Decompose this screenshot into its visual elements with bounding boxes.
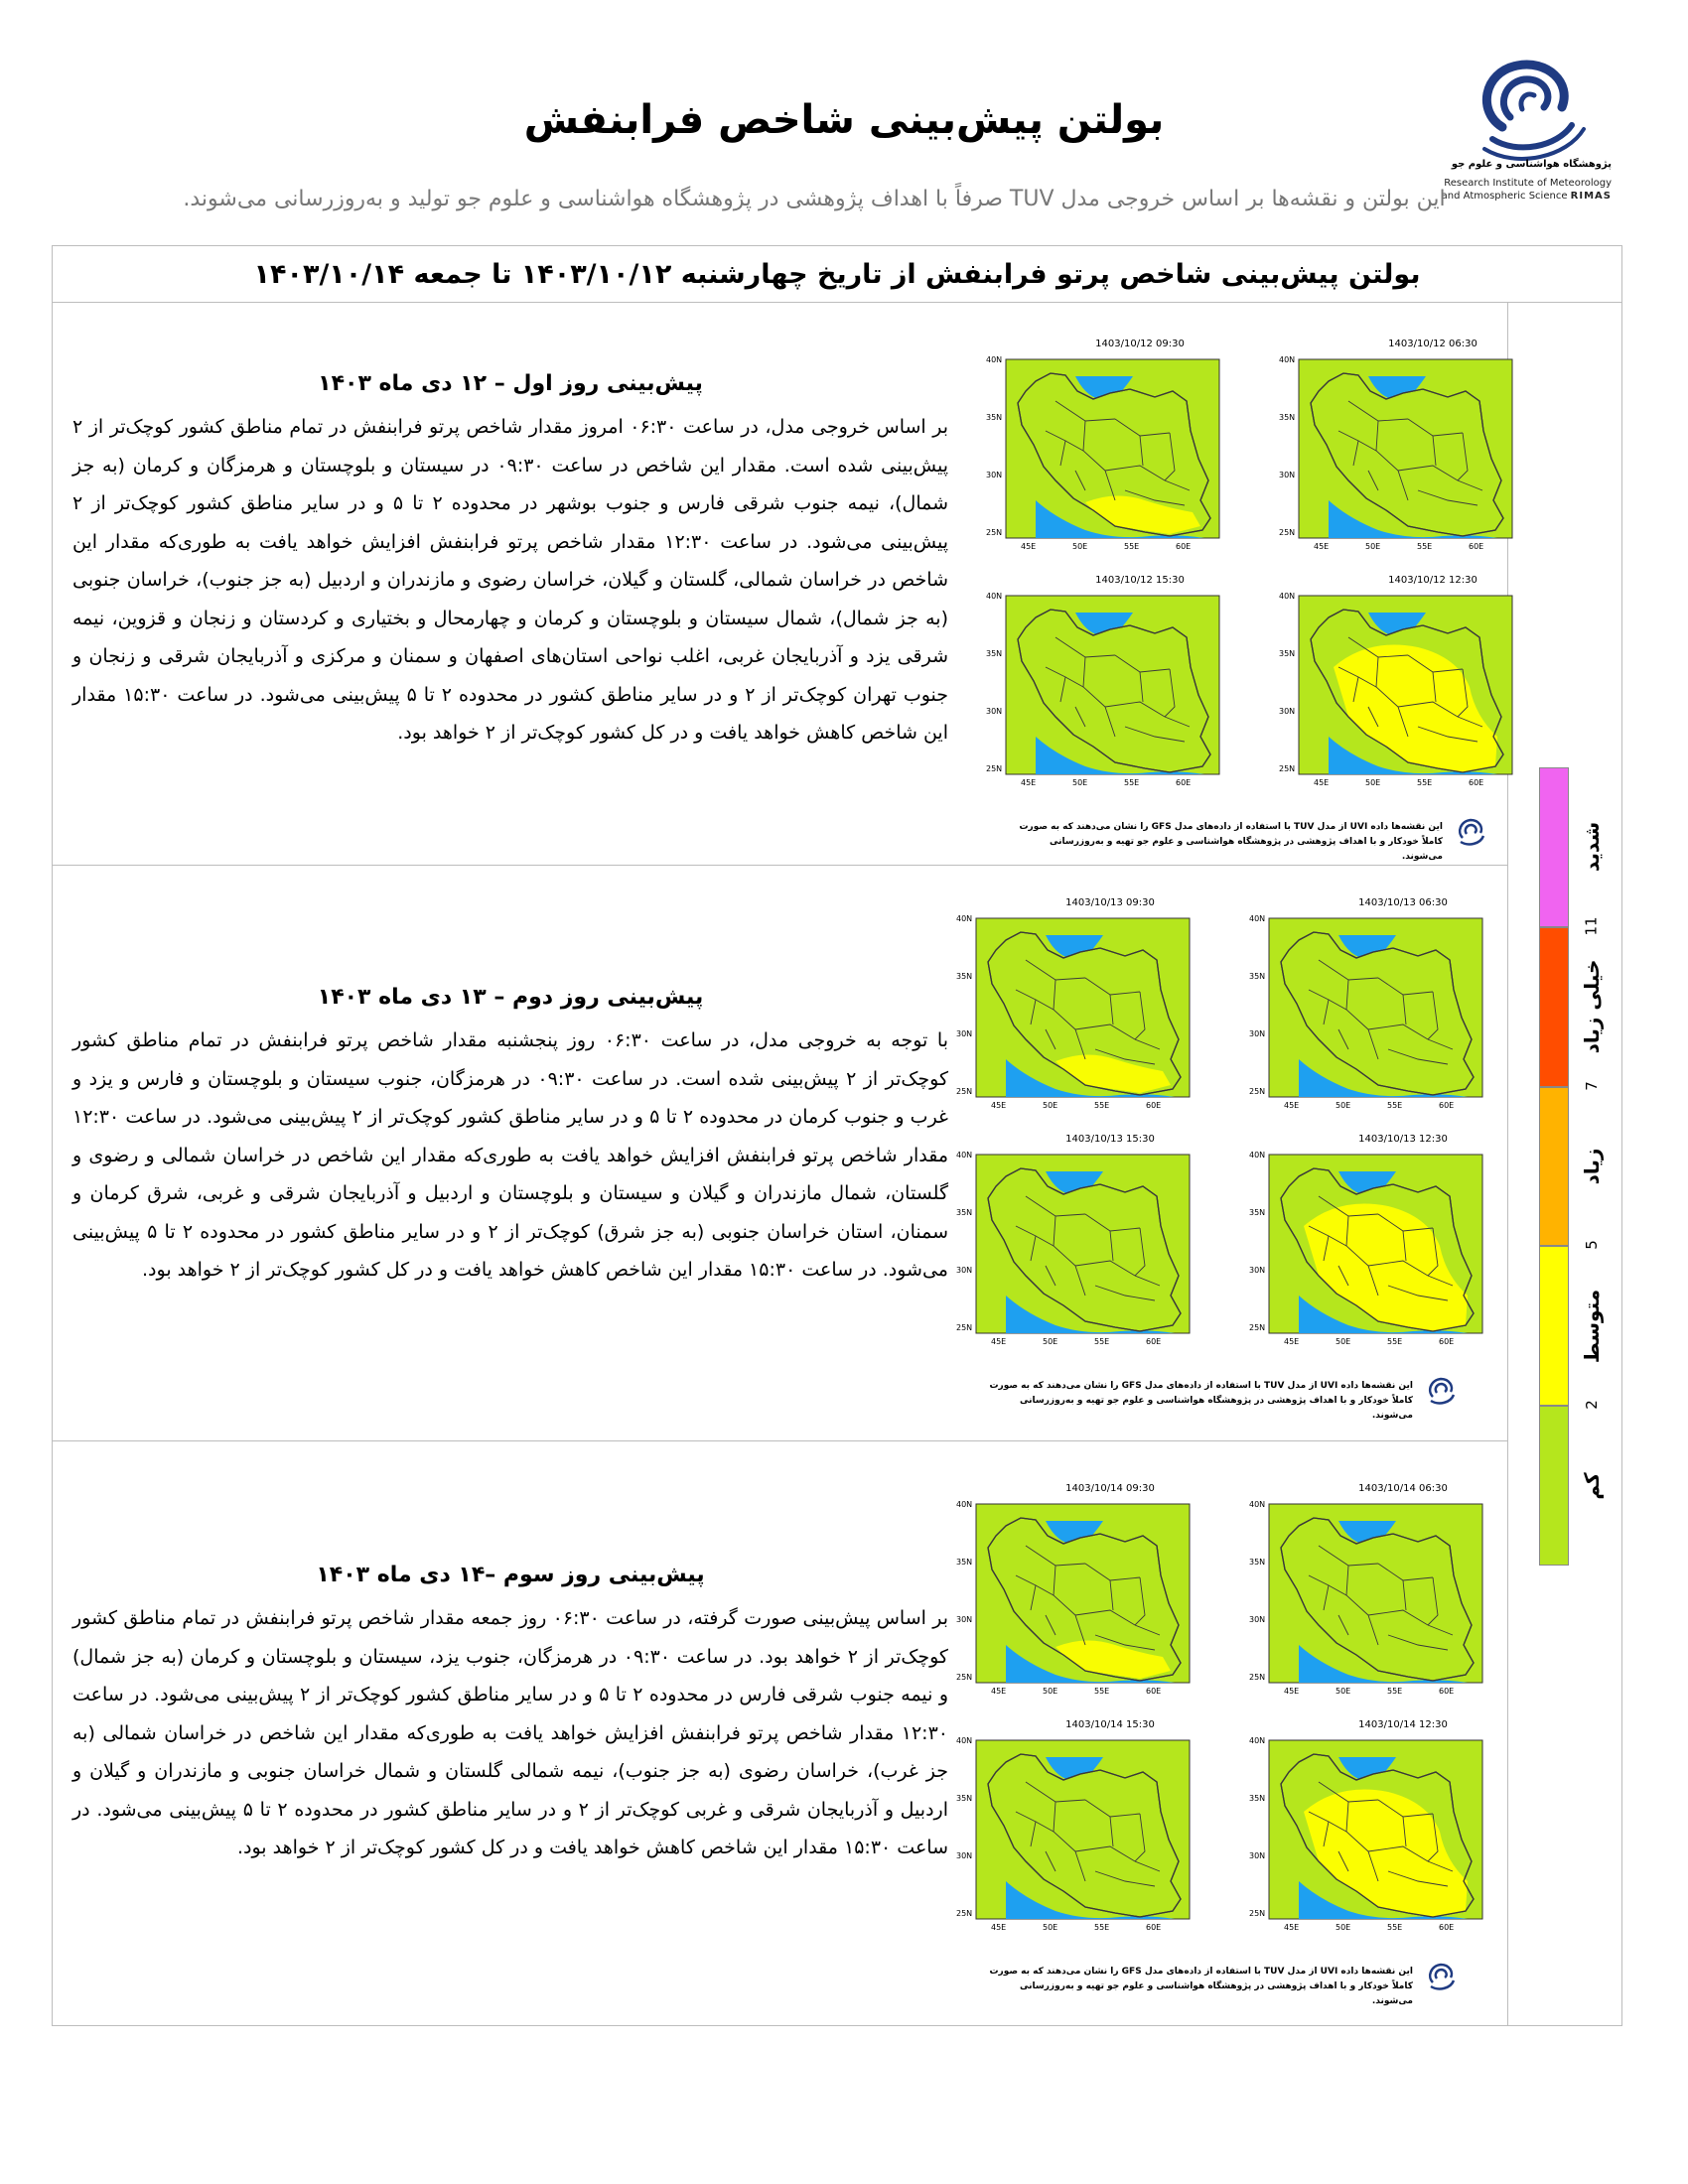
lon-tick-label: 60E xyxy=(1146,1337,1162,1346)
lon-tick-label: 50E xyxy=(1043,1687,1058,1696)
legend-band xyxy=(1539,767,1569,927)
lat-tick-label: 35N xyxy=(986,413,1003,422)
lon-tick-label: 55E xyxy=(1094,1923,1110,1932)
logo-acronym: RIMAS xyxy=(1570,191,1612,202)
lon-tick-label: 55E xyxy=(1094,1687,1110,1696)
uv-map-plot xyxy=(1229,1486,1517,1709)
lon-tick-label: 60E xyxy=(1469,778,1484,787)
uv-map-3 xyxy=(1229,1134,1517,1360)
legend-threshold: 5 xyxy=(1582,1240,1601,1251)
lon-tick-label: 55E xyxy=(1387,1687,1403,1696)
legend-category-label: زیاد xyxy=(1580,1148,1604,1185)
map-time-label: 1403/10/13 12:30 xyxy=(1358,1134,1448,1145)
map-caption-line-2: کاملاً خودکار و با اهداف پژوهشی در پژوهشگاه هواشناسی و علوم جو تهیه و به‌روزرسانی می‌شوند. xyxy=(1050,837,1443,862)
lon-tick-label: 60E xyxy=(1146,1101,1162,1110)
lon-tick-label: 50E xyxy=(1336,1101,1351,1110)
lon-tick-label: 45E xyxy=(1284,1687,1300,1696)
lat-tick-label: 30N xyxy=(956,1266,973,1275)
lon-tick-label: 55E xyxy=(1417,542,1433,551)
map-time-label: 1403/10/13 06:30 xyxy=(1358,897,1448,908)
lon-tick-label: 60E xyxy=(1176,542,1192,551)
bulletin-frame xyxy=(52,245,1622,2026)
lat-tick-label: 25N xyxy=(1249,1673,1266,1682)
lat-tick-label: 40N xyxy=(1249,1500,1266,1509)
lat-tick-label: 25N xyxy=(956,1909,973,1918)
uv-map-4 xyxy=(936,1719,1224,1946)
uv-map-plot xyxy=(936,1722,1224,1946)
lat-tick-label: 40N xyxy=(956,1500,973,1509)
lon-tick-label: 60E xyxy=(1439,1923,1455,1932)
logo-english-line-2: and Atmospheric Science xyxy=(1441,191,1568,202)
lon-tick-label: 45E xyxy=(1314,542,1330,551)
lon-tick-label: 60E xyxy=(1439,1101,1455,1110)
lon-tick-label: 45E xyxy=(1284,1101,1300,1110)
uv-map-1 xyxy=(1229,897,1517,1124)
legend-category-label: متوسط xyxy=(1580,1289,1604,1363)
lat-tick-label: 35N xyxy=(986,649,1003,658)
lat-tick-label: 30N xyxy=(1279,707,1296,716)
lat-tick-label: 25N xyxy=(1249,1909,1266,1918)
lon-tick-label: 45E xyxy=(1021,542,1037,551)
uv-map-plot xyxy=(936,900,1224,1124)
map-time-label: 1403/10/14 09:30 xyxy=(1065,1483,1155,1494)
uv-map-1 xyxy=(1229,1483,1517,1709)
day-title: پیش‌بینی روز سوم –۱۴ دی ماه ۱۴۰۳ xyxy=(316,1563,705,1587)
lon-tick-label: 50E xyxy=(1072,542,1088,551)
lon-tick-label: 55E xyxy=(1387,1337,1403,1346)
lat-tick-label: 30N xyxy=(1279,471,1296,479)
lon-tick-label: 60E xyxy=(1146,1923,1162,1932)
map-panel xyxy=(936,897,1492,1436)
lat-tick-label: 35N xyxy=(1249,1794,1266,1803)
lat-tick-label: 35N xyxy=(956,972,973,981)
lat-tick-label: 30N xyxy=(956,1851,973,1860)
uv-map-3 xyxy=(1259,575,1547,801)
uv-map-1 xyxy=(1259,341,1547,565)
map-time-label: 1403/10/14 15:30 xyxy=(1065,1719,1155,1730)
lon-tick-label: 50E xyxy=(1365,778,1381,787)
map-caption-line-1: این نقشه‌ها داده UVI از مدل TUV با استفاده از داده‌های مدل GFS را نشان می‌دهند که به صورت xyxy=(989,1381,1413,1391)
uv-map-2 xyxy=(936,1483,1224,1709)
lat-tick-label: 35N xyxy=(956,1558,973,1567)
lon-tick-label: 50E xyxy=(1336,1337,1351,1346)
lon-tick-label: 45E xyxy=(1284,1923,1300,1932)
lat-tick-label: 35N xyxy=(1249,1558,1266,1567)
lat-tick-label: 25N xyxy=(1279,528,1296,537)
uv-map-3 xyxy=(1229,1719,1517,1946)
uv-map-plot xyxy=(936,1486,1224,1709)
lon-tick-label: 50E xyxy=(1072,778,1088,787)
lon-tick-label: 50E xyxy=(1043,1101,1058,1110)
map-caption xyxy=(1006,820,1443,865)
uv-map-plot xyxy=(1229,900,1517,1124)
lon-tick-label: 50E xyxy=(1365,542,1381,551)
map-caption xyxy=(976,1379,1413,1424)
map-time-label: 1403/10/12 12:30 xyxy=(1388,575,1477,586)
day-text-block xyxy=(72,985,948,1290)
lat-tick-label: 25N xyxy=(956,1087,973,1096)
lon-tick-label: 60E xyxy=(1469,542,1484,551)
lon-tick-label: 50E xyxy=(1043,1337,1058,1346)
lon-tick-label: 55E xyxy=(1094,1101,1110,1110)
day-text-block xyxy=(72,371,948,752)
lat-tick-label: 30N xyxy=(986,707,1003,716)
lat-tick-label: 40N xyxy=(1249,1151,1266,1160)
lat-tick-label: 35N xyxy=(956,1208,973,1217)
uv-legend xyxy=(1539,767,1569,1566)
legend-band xyxy=(1539,1406,1569,1566)
day-body: بر اساس پیش‌بینی صورت گرفته، در ساعت ۰۶:۳۰ روز جمعه مقدار شاخص پرتو فرابنفش در تمام مناطق کشور کوچک‌تر از ۲ خواهد بود. در ساعت ۰۹:۳۰ در هرمزگان، جنوب یزد، سیستان و بلوچستان و کرمان (به جز شمال) و نیمه جنوب شرقی فارس در محدوده ۲ تا ۵ و در سایر مناطق کشور کوچک‌تر از ۲ پیش‌بینی می‌شود. در ساعت ۱۲:۳۰ مقدار شاخص پرتو فرابنفش افزایش خواهد یافت به طوری‌که مقدار این شاخص در خراسان شمالی (به جز غرب)، خراسان رضوی (به جز جنوب)، نیمه شمالی گلستان و شمال خراسان جنوبی و مازندران و گیلان و اردبیل و آذربایجان شرقی و غربی کوچک‌تر از ۲ و در سایر مناطق کشور در محدوده ۲ تا ۵ پیش‌بینی می‌شود. در ساعت ۱۵:۳۰ مقدار این شاخص کاهش خواهد یافت و در کل کشور کوچک‌تر از ۲ خواهد بود. xyxy=(72,1607,949,1858)
lon-tick-label: 55E xyxy=(1387,1923,1403,1932)
uv-map-4 xyxy=(966,575,1254,801)
map-time-label: 1403/10/13 15:30 xyxy=(1065,1134,1155,1145)
lon-tick-label: 50E xyxy=(1336,1687,1351,1696)
page-title: بولتن پیش‌بینی شاخص فرابنفش xyxy=(523,97,1165,143)
lon-tick-label: 60E xyxy=(1439,1687,1455,1696)
uv-map-2 xyxy=(936,897,1224,1124)
uv-map-plot xyxy=(966,578,1254,801)
lat-tick-label: 35N xyxy=(1249,972,1266,981)
uv-map-plot xyxy=(1259,341,1547,565)
lat-tick-label: 40N xyxy=(956,1151,973,1160)
legend-band xyxy=(1539,927,1569,1087)
lon-tick-label: 45E xyxy=(1284,1337,1300,1346)
lat-tick-label: 35N xyxy=(1279,649,1296,658)
map-time-label: 1403/10/14 12:30 xyxy=(1358,1719,1448,1730)
lat-tick-label: 25N xyxy=(986,764,1003,773)
uv-map-2 xyxy=(966,341,1254,565)
lon-tick-label: 45E xyxy=(991,1337,1007,1346)
map-panel xyxy=(966,339,1502,862)
lon-tick-label: 55E xyxy=(1124,778,1140,787)
uv-map-plot xyxy=(1229,1722,1517,1946)
lat-tick-label: 30N xyxy=(956,1029,973,1038)
lat-tick-label: 25N xyxy=(956,1673,973,1682)
bulletin-subtitle: بولتن پیش‌بینی شاخص پرتو فرابنفش از تاریخ چهارشنبه ۱۴۰۳/۱۰/۱۲ تا جمعه ۱۴۰۳/۱۰/۱۴ xyxy=(53,246,1621,303)
lat-tick-label: 40N xyxy=(986,592,1003,601)
day-row-1 xyxy=(53,302,1507,866)
lon-tick-label: 55E xyxy=(1417,778,1433,787)
lat-tick-label: 40N xyxy=(1279,355,1296,364)
map-panel xyxy=(936,1483,1492,2022)
lon-tick-label: 50E xyxy=(1336,1923,1351,1932)
day-title: پیش‌بینی روز دوم – ۱۳ دی ماه ۱۴۰۳ xyxy=(317,985,704,1010)
map-caption xyxy=(976,1965,1413,2009)
lon-tick-label: 50E xyxy=(1043,1923,1058,1932)
lat-tick-label: 40N xyxy=(1249,914,1266,923)
lon-tick-label: 55E xyxy=(1094,1337,1110,1346)
logo-persian-text: پژوهشگاه هواشناسی و علوم جو xyxy=(1451,159,1612,170)
mini-logo-icon xyxy=(1455,816,1486,848)
legend-category-label: خیلی زیاد xyxy=(1580,959,1604,1054)
lon-tick-label: 60E xyxy=(1176,778,1192,787)
lat-tick-label: 25N xyxy=(1249,1323,1266,1332)
map-caption-line-2: کاملاً خودکار و با اهداف پژوهشی در پژوهشگاه هواشناسی و علوم جو تهیه و به‌روزرسانی می‌شوند. xyxy=(1020,1981,1413,2006)
lat-tick-label: 40N xyxy=(986,355,1003,364)
day-text-block xyxy=(72,1563,948,1867)
map-time-label: 1403/10/12 09:30 xyxy=(1095,339,1185,349)
lon-tick-label: 60E xyxy=(1439,1337,1455,1346)
day-body: بر اساس خروجی مدل، در ساعت ۰۶:۳۰ امروز مقدار شاخص پرتو فرابنفش در تمام مناطق کشور کوچک‌تر از ۲ پیش‌بینی شده است. مقدار این شاخص در ساعت ۰۹:۳۰ در سیستان و بلوچستان و هرمزگان و کرمان (به جز شمال)، نیمه جنوب شرقی فارس و جنوب بوشهر در محدوده ۲ تا ۵ و در سایر مناطق کشور کوچک‌تر از ۲ پیش‌بینی می‌شود. در ساعت ۱۲:۳۰ مقدار شاخص پرتو فرابنفش افزایش خواهد یافت به طوری‌که مقدار این شاخص در خراسان شمالی، گلستان و گیلان، خراسان رضوی و مازندران و اردبیل (به جز جنوب)، خراسان جنوبی (به جز شمال)، شمال سیستان و بلوچستان و کرمان و چهارمحال و بختیاری و کردستان و زنجان و قزوین، نیمه شرقی یزد و آذربایجان غربی، اغلب نواحی استان‌های اصفهان و سمنان و مرکزی و آذربایجان شرقی و زنجان و جنوب تهران کوچک‌تر از ۲ و در سایر مناطق کشور در محدوده ۲ تا ۵ پیش‌بینی می‌شود. در ساعت ۱۵:۳۰ مقدار این شاخص کاهش خواهد یافت و در کل کشور کوچک‌تر از ۲ خواهد بود. xyxy=(72,416,949,744)
map-time-label: 1403/10/13 09:30 xyxy=(1065,897,1155,908)
day-row-2 xyxy=(53,866,1507,1441)
lat-tick-label: 30N xyxy=(1249,1615,1266,1624)
day-row-3 xyxy=(53,1441,1507,2027)
lat-tick-label: 40N xyxy=(956,1736,973,1745)
lat-tick-label: 40N xyxy=(956,914,973,923)
lat-tick-label: 35N xyxy=(956,1794,973,1803)
uv-map-4 xyxy=(936,1134,1224,1360)
lat-tick-label: 25N xyxy=(986,528,1003,537)
map-caption-line-2: کاملاً خودکار و با اهداف پژوهشی در پژوهشگاه هواشناسی و علوم جو تهیه و به‌روزرسانی می‌شوند. xyxy=(1020,1396,1413,1421)
lon-tick-label: 55E xyxy=(1387,1101,1403,1110)
legend-category-label: کم xyxy=(1580,1471,1604,1500)
legend-threshold: 11 xyxy=(1583,916,1601,936)
logo-english-line-1: Research Institute of Meteorology xyxy=(1444,178,1612,189)
legend-band xyxy=(1539,1246,1569,1406)
lon-tick-label: 45E xyxy=(991,1687,1007,1696)
uv-map-plot xyxy=(1229,1137,1517,1360)
uv-map-plot xyxy=(936,1137,1224,1360)
lat-tick-label: 40N xyxy=(1279,592,1296,601)
lat-tick-label: 35N xyxy=(1279,413,1296,422)
day-title: پیش‌بینی روز اول – ۱۲ دی ماه ۱۴۰۳ xyxy=(318,371,703,396)
map-time-label: 1403/10/14 06:30 xyxy=(1358,1483,1448,1494)
uv-map-plot xyxy=(966,341,1254,565)
lat-tick-label: 40N xyxy=(1249,1736,1266,1745)
lon-tick-label: 55E xyxy=(1124,542,1140,551)
lat-tick-label: 30N xyxy=(986,471,1003,479)
map-caption-line-1: این نقشه‌ها داده UVI از مدل TUV با استفاده از داده‌های مدل GFS را نشان می‌دهند که به صورت xyxy=(989,1967,1413,1977)
map-time-label: 1403/10/12 15:30 xyxy=(1095,575,1185,586)
lon-tick-label: 45E xyxy=(1314,778,1330,787)
legend-band xyxy=(1539,1087,1569,1247)
lat-tick-label: 30N xyxy=(1249,1851,1266,1860)
lat-tick-label: 25N xyxy=(1249,1087,1266,1096)
lat-tick-label: 35N xyxy=(1249,1208,1266,1217)
lon-tick-label: 45E xyxy=(1021,778,1037,787)
lat-tick-label: 30N xyxy=(956,1615,973,1624)
lon-tick-label: 45E xyxy=(991,1101,1007,1110)
uv-map-plot xyxy=(1259,578,1547,801)
map-time-label: 1403/10/12 06:30 xyxy=(1388,339,1477,349)
legend-threshold: 2 xyxy=(1582,1400,1601,1410)
disclaimer-text: این بولتن و نقشه‌ها بر اساس خروجی مدل TUV صرفاً با اهداف پژوهشی در پژوهشگاه هواشناسی و علوم جو تولید و به‌روزرسانی می‌شوند. xyxy=(183,187,1446,211)
lon-tick-label: 45E xyxy=(991,1923,1007,1932)
lat-tick-label: 30N xyxy=(1249,1029,1266,1038)
legend-category-label: شدید xyxy=(1580,822,1604,873)
lon-tick-label: 60E xyxy=(1146,1687,1162,1696)
legend-threshold: 7 xyxy=(1582,1080,1601,1091)
mini-logo-icon xyxy=(1425,1375,1457,1407)
lat-tick-label: 25N xyxy=(956,1323,973,1332)
lat-tick-label: 25N xyxy=(1279,764,1296,773)
lat-tick-label: 30N xyxy=(1249,1266,1266,1275)
mini-logo-icon xyxy=(1425,1961,1457,1992)
day-body: با توجه به خروجی مدل، در ساعت ۰۶:۳۰ روز پنجشنبه مقدار شاخص پرتو فرابنفش در تمام مناطق کشور کوچک‌تر از ۲ پیش‌بینی شده است. در ساعت ۰۹:۳۰ در هرمزگان، جنوب سیستان و بلوچستان و فارس و یزد و غرب و جنوب کرمان در محدوده ۲ تا ۵ و در سایر مناطق کشور کوچک‌تر از ۲ پیش‌بینی می‌شود. در ساعت ۱۲:۳۰ مقدار شاخص پرتو فرابنفش افزایش خواهد یافت به طوری‌که مقدار این شاخص در خراسان شمالی و رضوی و گلستان، شمال مازندران و گیلان و سیستان و بلوچستان و اردبیل و آذربایجان شرقی و غربی، شرق کرمان و سمنان، استان خراسان جنوبی (به جز شرق) کوچک‌تر از ۲ و در سایر مناطق کشور در محدوده ۲ تا ۵ پیش‌بینی می‌شود. در ساعت ۱۵:۳۰ مقدار این شاخص کاهش خواهد یافت و در کل کشور کوچک‌تر از ۲ خواهد بود. xyxy=(72,1029,948,1281)
map-caption-line-1: این نقشه‌ها داده UVI از مدل TUV با استفاده از داده‌های مدل GFS را نشان می‌دهند که به صورت xyxy=(1019,822,1443,832)
